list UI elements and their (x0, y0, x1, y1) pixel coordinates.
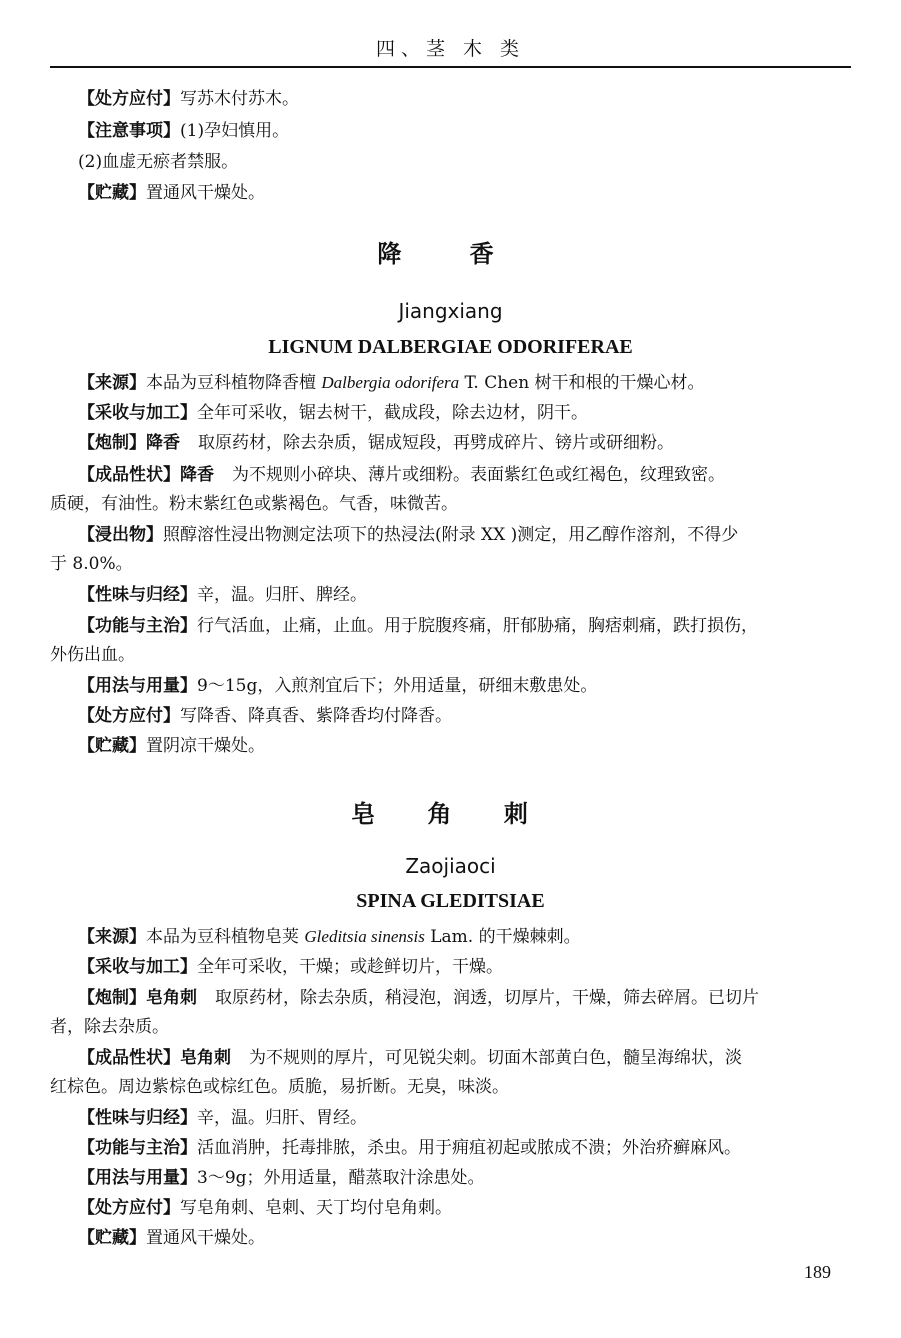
entry2-prescription-label: 【处方应付】 (78, 1198, 180, 1218)
entry2-processing-sub: 皂角刺 (146, 988, 197, 1008)
entry1-extract-text-1: 照醇溶性浸出物测定法项下的热浸法(附录 XX )测定，用乙醇作溶剂，不得少 (163, 525, 739, 545)
entry2-source-species: Gleditsia sinensis (304, 927, 425, 946)
entry1-product-sub: 降香 (180, 465, 214, 485)
entry2-source-line (78, 925, 581, 949)
entry2-usage-line (78, 1166, 485, 1190)
prev-prescription-text: 写苏木付苏木。 (180, 89, 299, 109)
entry1-processing-text: 取原药材，除去杂质，锯成短段，再劈成碎片、镑片或研细粉。 (198, 433, 674, 453)
entry1-function-label: 【功能与主治】 (78, 616, 197, 636)
entry2-processing-text-1: 取原药材，除去杂质，稍浸泡，润透，切厚片，干燥，筛去碎屑。已切片 (215, 988, 759, 1008)
entry1-storage-text: 置阴凉干燥处。 (146, 736, 265, 756)
entry1-source-text-b: T. Chen 树干和根的干燥心材。 (459, 373, 705, 393)
prev-storage-text: 置通风干燥处。 (146, 183, 265, 203)
entry2-processing-text-2: 者，除去杂质。 (50, 1017, 169, 1037)
entry2-product-line-1 (78, 1046, 742, 1070)
entry1-extract-line-2 (50, 552, 133, 576)
entry1-title: 降 香 (377, 240, 524, 268)
entry1-source-text-a: 本品为豆科植物降香檀 (146, 373, 322, 393)
entry2-function-line (78, 1136, 741, 1160)
entry2-source-label: 【来源】 (78, 927, 146, 947)
prev-cautions-text-2: (2)血虚无瘀者禁服。 (78, 152, 239, 172)
entry1-prescription-text: 写降香、降真香、紫降香均付降香。 (180, 706, 452, 726)
entry2-storage-text: 置通风干燥处。 (146, 1228, 265, 1248)
entry2-nature-label: 【性味与归经】 (78, 1108, 197, 1128)
entry2-usage-label: 【用法与用量】 (78, 1168, 197, 1188)
entry1-processing-sub: 降香 (146, 433, 180, 453)
entry1-product-line-2 (50, 492, 458, 516)
entry2-title: 皂 角 刺 (351, 800, 550, 828)
prev-storage-label: 【贮藏】 (78, 183, 146, 203)
prev-storage-line (78, 181, 265, 205)
entry1-function-line-2 (50, 643, 135, 667)
entry1-harvest-label: 【采收与加工】 (78, 403, 197, 423)
entry2-product-label: 【成品性状】 (78, 1048, 180, 1068)
entry1-nature-line (78, 583, 367, 607)
entry1-product-line-1 (78, 463, 725, 487)
running-title: 四、茎 木 类 (375, 38, 526, 60)
entry2-source-text-a: 本品为豆科植物皂荚 (146, 927, 305, 947)
entry1-processing-label: 【炮制】 (78, 433, 146, 453)
entry1-product-text-1: 为不规则小碎块、薄片或细粉。表面紫红色或红褐色，纹理致密。 (232, 465, 725, 485)
entry2-processing-line-1 (78, 986, 759, 1010)
entry1-prescription-line (78, 704, 452, 728)
entry2-product-text-2: 红棕色。周边紫棕色或棕红色。质脆，易折断。无臭，味淡。 (50, 1077, 509, 1097)
page-number: 189 (804, 1262, 831, 1282)
entry2-harvest-line (78, 955, 503, 979)
entry1-storage-line (78, 734, 265, 758)
entry2-nature-line (78, 1106, 367, 1130)
entry2-processing-label: 【炮制】 (78, 988, 146, 1008)
entry2-prescription-text: 写皂角刺、皂刺、天丁均付皂角刺。 (180, 1198, 452, 1218)
entry2-latin-name: SPINA GLEDITSIAE (356, 890, 545, 912)
entry1-harvest-text: 全年可采收，锯去树干，截成段，除去边材，阴干。 (197, 403, 588, 423)
entry1-latin-name: LIGNUM DALBERGIAE ODORIFERAE (268, 336, 633, 358)
entry1-usage-text: 9～15g，入煎剂宜后下；外用适量，研细末敷患处。 (197, 676, 598, 696)
entry1-nature-label: 【性味与归经】 (78, 585, 197, 605)
entry1-processing-line (78, 431, 674, 455)
entry1-product-label: 【成品性状】 (78, 465, 180, 485)
entry2-harvest-label: 【采收与加工】 (78, 957, 197, 977)
running-header (50, 30, 851, 68)
entry2-product-line-2 (50, 1075, 509, 1099)
entry2-storage-line (78, 1226, 265, 1250)
entry1-source-label: 【来源】 (78, 373, 146, 393)
prev-cautions-line (78, 119, 289, 143)
entry1-source-line (78, 371, 705, 395)
entry2-processing-line-2 (50, 1015, 169, 1039)
entry1-pinyin: Jiangxiang (398, 299, 503, 323)
entry1-product-text-2: 质硬，有油性。粉末紫红色或紫褐色。气香，味微苦。 (50, 494, 458, 514)
prev-cautions-label: 【注意事项】 (78, 121, 180, 141)
entry2-harvest-text: 全年可采收，干燥；或趁鲜切片，干燥。 (197, 957, 503, 977)
entry1-prescription-label: 【处方应付】 (78, 706, 180, 726)
entry1-function-text-2: 外伤出血。 (50, 645, 135, 665)
entry2-product-sub: 皂角刺 (180, 1048, 231, 1068)
entry1-storage-label: 【贮藏】 (78, 736, 146, 756)
entry2-storage-label: 【贮藏】 (78, 1228, 146, 1248)
prev-prescription-label: 【处方应付】 (78, 89, 180, 109)
entry2-product-text-1: 为不规则的厚片，可见锐尖刺。切面木部黄白色，髓呈海绵状，淡 (249, 1048, 742, 1068)
entry1-source-species: Dalbergia odorifera (321, 373, 460, 392)
entry1-extract-label: 【浸出物】 (78, 525, 163, 545)
entry1-extract-text-2: 于 8.0%。 (50, 554, 133, 574)
prev-cautions-text-1: (1)孕妇慎用。 (180, 121, 290, 141)
entry1-usage-line (78, 674, 597, 698)
entry2-usage-text: 3～9g；外用适量，醋蒸取汁涂患处。 (197, 1168, 485, 1188)
entry2-source-text-b: Lam. 的干燥棘刺。 (424, 927, 581, 947)
prev-prescription-line (78, 87, 299, 111)
entry2-function-label: 【功能与主治】 (78, 1138, 197, 1158)
entry2-pinyin: Zaojiaoci (405, 854, 496, 878)
entry1-function-text-1: 行气活血，止痛，止血。用于脘腹疼痛，肝郁胁痛，胸痞刺痛，跌打损伤， (197, 616, 758, 636)
entry2-prescription-line (78, 1196, 452, 1220)
entry1-usage-label: 【用法与用量】 (78, 676, 197, 696)
entry1-harvest-line (78, 401, 588, 425)
entry1-extract-line-1 (78, 523, 738, 547)
prev-cautions-line-2 (78, 150, 238, 174)
entry1-function-line-1 (78, 614, 758, 638)
entry2-nature-text: 辛，温。归肝、胃经。 (197, 1108, 367, 1128)
entry1-nature-text: 辛，温。归肝、脾经。 (197, 585, 367, 605)
entry2-function-text: 活血消肿，托毒排脓，杀虫。用于痈疽初起或脓成不溃；外治疥癣麻风。 (197, 1138, 741, 1158)
